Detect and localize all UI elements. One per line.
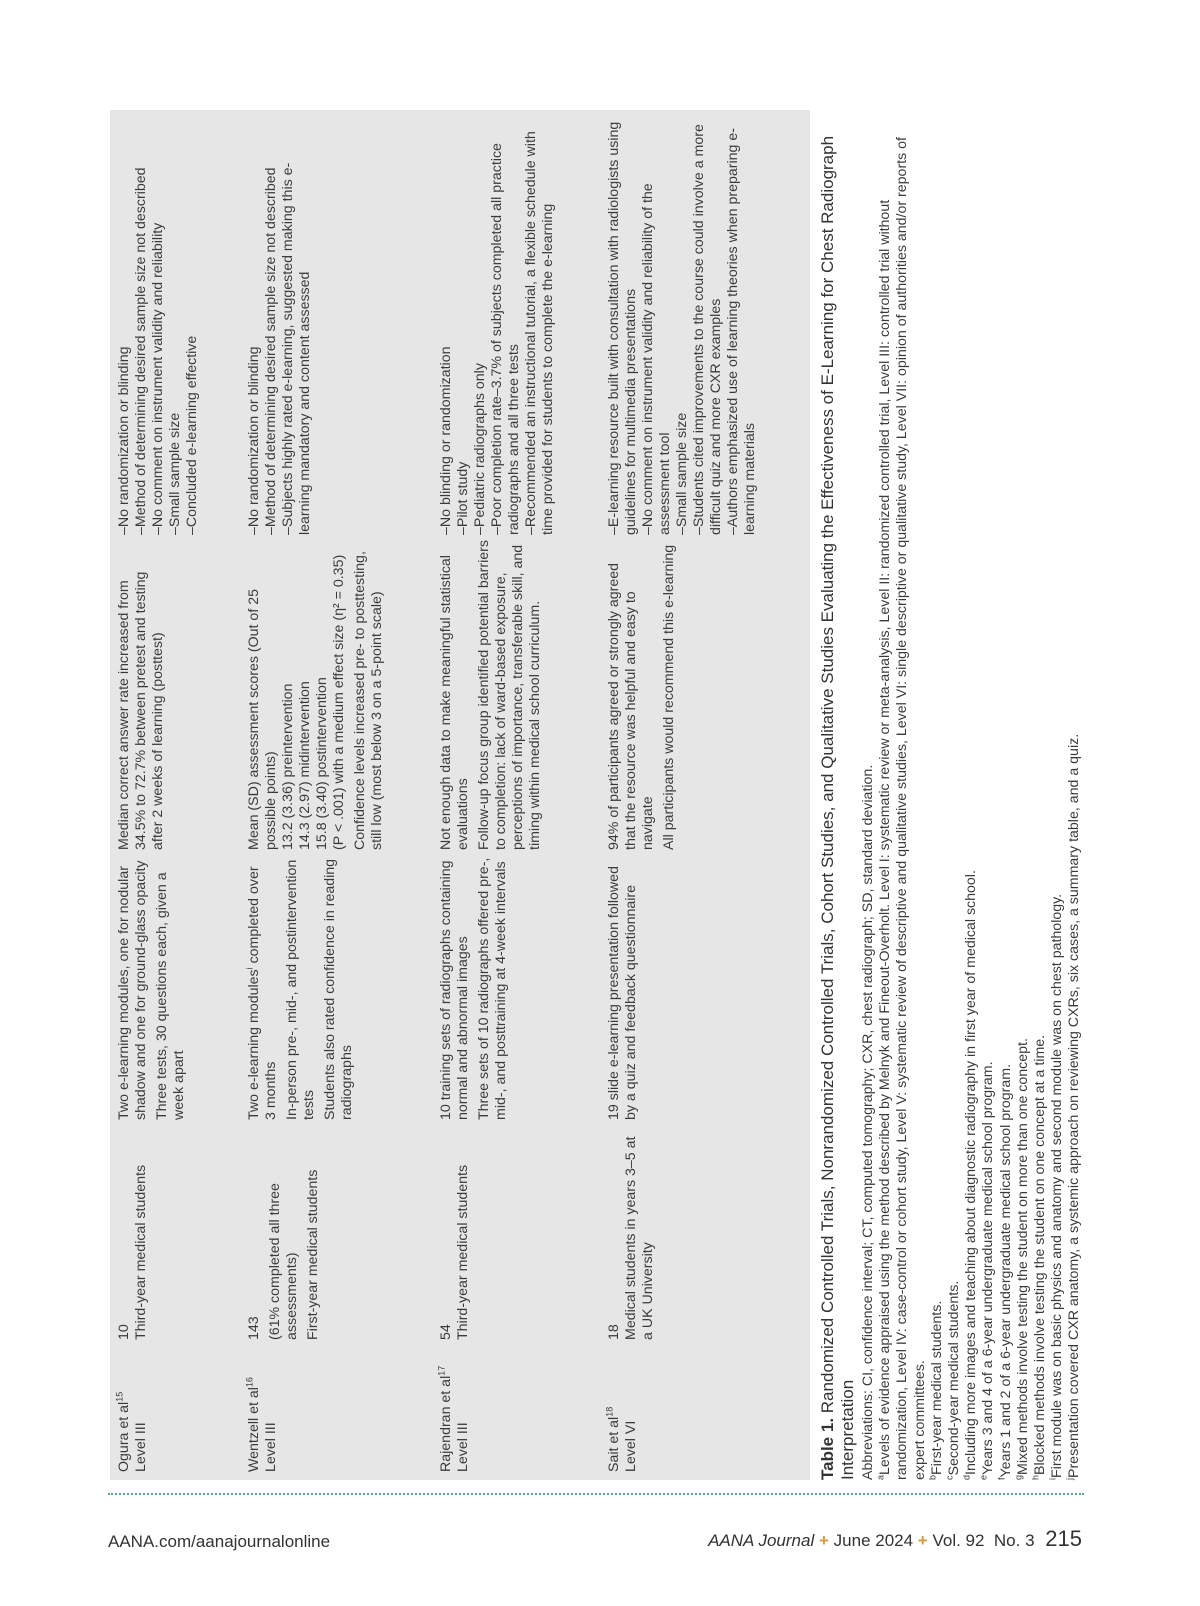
- participants-cell: 54 Third-year medical students: [438, 1164, 471, 1340]
- footnote: $^d$Including more images and teaching about diagnostic radiography in first year of medical school.: [961, 870, 980, 1480]
- page-number: 215: [1045, 1526, 1082, 1551]
- footnote: $^e$Years 3 and 4 of a 6-year undergraduate medical school program.: [978, 1061, 997, 1480]
- footer-divider: [108, 1493, 1084, 1495]
- study-cell: Rajendran et $al^{17}$ Level III: [436, 1365, 471, 1472]
- study-cell: Wentzell et $al^{16}$ Level III: [244, 1377, 279, 1472]
- intervention-cell: 10 training sets of radiographs containing normal and abnormal images Three sets of 10 radiographs offered pre-, mid-, and posttraining at 4-week intervals: [438, 857, 509, 1120]
- volume-issue: Vol. 92 No. 3: [932, 1531, 1035, 1550]
- intervention-cell: 19 slide e-learning presentation followed by a quiz and feedback questionnaire: [606, 866, 639, 1120]
- participants-cell: 10 Third-year medical students: [116, 1164, 149, 1340]
- limitations-cell: –No randomization or blinding –Method of determining desired sample size not described –Subjects highly rated e-learning, suggested making this e-learning mandatory and content assessed: [246, 162, 313, 535]
- intervention-cell: Two e-learning modules$^i$ completed over 3 months In-person pre-, mid-, and postintervention tests Students also rated confidence in reading radiographs: [244, 858, 355, 1120]
- study-cell: Ogura et $al^{15}$ Level III: [114, 1391, 149, 1472]
- participants-cell: 18 Medical students in years 3–5 at a UK University: [606, 1136, 656, 1340]
- study-cell: Sait et $al^{18}$ Level VI: [604, 1406, 639, 1472]
- footnote: $^a$Levels of evidence appraised using the method described by Melnyk and Fineout-Overholt. Level I: systematic review or meta-analysis, Level II: randomized controlled trial, Level III: controlled trial without randomization, Level IV: case-control or cohort study, Level V: systematic review of descriptive and qualitative studies, Level VI: single descriptive or qualitative study, Level VII: opinion of authorities and/or reports of expert committees.: [875, 137, 928, 1480]
- abbreviations: Abbreviations: CI, confidence interval; CT, computed tomography; CXR, chest radiograph; SD, standard deviation.: [860, 764, 876, 1480]
- outcomes-cell: Median correct answer rate increased from 34.5% to 72.7% between pretest and testing after 2 weeks of learning (posttest): [116, 571, 166, 850]
- footnote: $^h$Blocked methods involve testing the student on one concept at a time.: [1030, 1034, 1049, 1480]
- evidence-table: [110, 110, 810, 1480]
- footnote: $^f$Years 1 and 2 of a 6-year undergraduate medical school program.: [995, 1063, 1014, 1480]
- rotated-page-content: [110, 110, 1120, 1480]
- plus-icon: +: [818, 1531, 829, 1550]
- table-caption: [818, 110, 1084, 1480]
- footnote: $^i$First module was on basic physics and anatomy and second module was on chest pathology.: [1047, 893, 1066, 1480]
- footnote: $^c$Second-year medical students.: [944, 1280, 963, 1480]
- footnote: $^b$First-year medical students.: [927, 1300, 945, 1480]
- footnote: $^g$Mixed methods involve testing the student on more than one concept.: [1013, 1038, 1031, 1480]
- participants-cell: 143 (61% completed all three assessments) First-year medical students: [246, 1169, 321, 1340]
- plus-icon: +: [917, 1531, 928, 1550]
- limitations-cell: –No randomization or blinding –Method of determining desired sample size not described –No comment on instrument validity and reliability –Small sample size –Concluded e-learning effective: [116, 167, 200, 535]
- footer-website-link[interactable]: AANA.com/aanajournalonline: [108, 1532, 331, 1551]
- limitations-cell: –E-learning resource built with consultation with radiologists using guidelines for multimedia presentations –No comment on instrument validity and reliability of the assessment tool –Small sample size –Students cited improvements to the course could involve a more difficult quiz and more CXR examples –Authors emphasized use of learning theories when preparing e-learning materials: [606, 121, 758, 535]
- table-title: Table 1. Randomized Controlled Trials, Nonrandomized Controlled Trials, Cohort Studies, and Qualitative Studies Evaluating the Effectiveness of E-Learning for Chest Radiograph Interpretation: [818, 135, 857, 1480]
- footer-journal-info: [708, 1526, 1082, 1552]
- outcomes-cell: 94% of participants agreed or strongly agreed that the resource was helpful and easy to navigate All participants would recommend this e-learning: [606, 544, 677, 850]
- journal-name: AANA Journal: [708, 1531, 815, 1550]
- outcomes-cell: Not enough data to make meaningful statistical evaluations Follow-up focus group identified potential barriers to completion: lack of ward-based exposure, perceptions of importance, transferable skill, and timing within medical school curriculum.: [438, 540, 543, 850]
- intervention-cell: Two e-learning modules, one for nodular shadow and one for ground-glass opacity Three tests, 30 questions each, given a week apart: [116, 860, 187, 1120]
- footnote: $^j$Presentation covered CXR anatomy, a systemic approach on reviewing CXRs, six cases, a summary table, and a quiz.: [1064, 733, 1083, 1480]
- outcomes-cell: Mean (SD) assessment scores (Out of 25 possible points) 13.2 (3.36) preintervention 14.3 (2.97) midintervention 15.8 (3.40) postintervention (P < .001) with a medium effect size (η² = 0.35) Confidence levels increased pre- to posttesting, still low (most below 3 on a 5-point scale): [246, 551, 385, 850]
- issue-date: June 2024: [833, 1531, 914, 1550]
- limitations-cell: –No blinding or randomization –Pilot study –Pediatric radiographs only –Poor completion rate–3.7% of subjects completed all practice radiographs and all three tests –Recommended an instructional tutorial, a flexible schedule with time provided for students to complete the e-learning: [438, 131, 556, 535]
